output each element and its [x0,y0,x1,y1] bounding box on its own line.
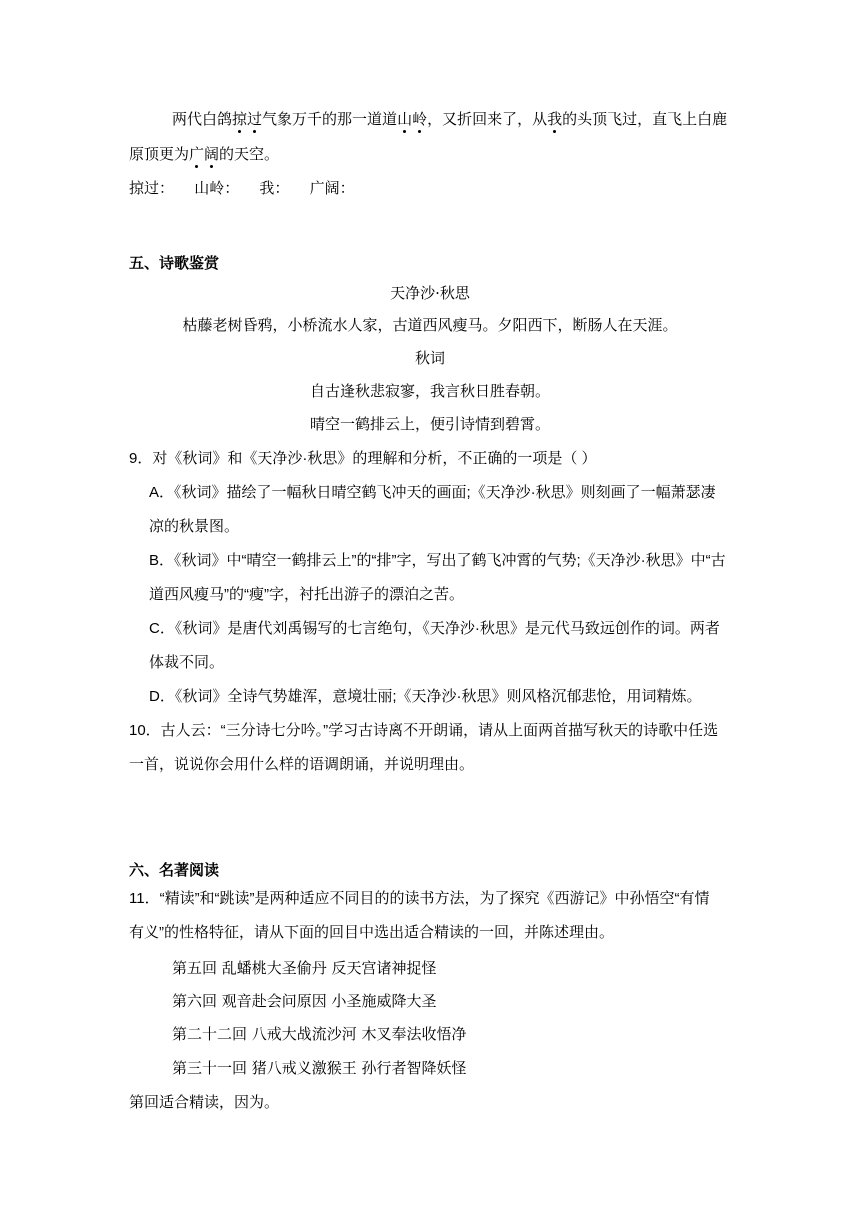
option-a-cont: 凉的秋景图。 [149,518,240,535]
prompt-guang-kuo: 广阔： [309,180,355,197]
section-heading-poetry: 五、诗歌鉴赏 [129,255,220,272]
answer-line: 第回适合精读，因为。 [129,1094,280,1111]
passage-text: 气象万千的那一道道 [262,110,398,128]
passage-text: 的天空。 [219,145,280,163]
passage-text: 原顶更为 [129,145,190,163]
emphasized-char: 广 [189,145,205,163]
option-a: A．《秋词》描绘了一幅秋日晴空鹤飞冲天的画面;《天净沙·秋思》则刻画了一幅萧瑟凄 [149,484,716,501]
emphasized-char: 山 [397,110,413,128]
option-b-cont: 道西风瘦马”的“瘦”字，衬托出游子的漂泊之苦。 [149,586,464,603]
option-c-cont: 体裁不同。 [149,654,225,671]
chapter-item: 第二十二回 八戒大战流沙河 木叉奉法收悟净 [172,1025,467,1043]
prompt-wo: 我： [259,180,290,197]
chapter-item: 第三十一回 猪八戒义激猴王 孙行者智降妖怪 [172,1059,467,1077]
poem-title-qiuci: 秋词 [414,349,445,367]
emphasized-char: 岭 [412,110,428,128]
emphasized-char: 我 [547,110,563,128]
question-11-cont: 有义”的性格特征，请从下面的回目中选出适合精读的一回，并陈述理由。 [129,924,614,941]
passage-text: 两代白鸽 [172,110,233,128]
option-c: C．《秋词》是唐代刘禹锡写的七言绝句，《天净沙·秋思》是元代马致远创作的词。两者 [149,620,720,637]
option-b: B．《秋词》中“晴空一鹤排云上”的“排”字，写出了鹤飞冲霄的气势;《天净沙·秋思》中“古 [149,552,726,569]
emphasized-char: 阔 [204,145,220,163]
emphasized-char: 过 [247,110,263,128]
poem-title-tianjingsha: 天净沙·秋思 [390,284,470,302]
passage-text: ，又折回来了，从 [427,110,548,128]
passage-line-1 [172,109,727,129]
question-9: 9．对《秋词》和《天净沙·秋思》的理解和分析，不正确的一项是（ ） [129,450,597,467]
chapter-item: 第五回 乱蟠桃大圣偷丹 反天宫诸神捉怪 [172,959,437,977]
poem-line: 自古逢秋悲寂寥，我言秋日胜春朝。 [309,382,550,400]
chapter-item: 第六回 观音赴会问原因 小圣施威降大圣 [172,992,437,1010]
option-d: D．《秋词》全诗气势雄浑，意境壮丽;《天净沙·秋思》则风格沉郁悲怆，用词精炼。 [149,688,702,705]
passage-text: 的头顶飞过，直飞上白鹿 [562,110,728,128]
passage-line-2 [129,144,279,164]
prompt-shan-ling: 山岭： [194,180,240,197]
question-10-cont: 一首，说说你会用什么样的语调朗诵，并说明理由。 [129,756,475,773]
poem-line: 晴空一鹤排云上，便引诗情到碧霄。 [309,415,550,433]
pinyin-prompts [129,179,355,199]
section-heading-classics: 六、名著阅读 [129,862,220,879]
poem-line: 枯藤老树昏鸦，小桥流水人家，古道西风瘦马。夕阳西下，断肠人在天涯。 [182,316,678,334]
prompt-lue-guo: 掠过： [129,180,175,197]
question-10: 10．古人云：“三分诗七分吟。”学习古诗离不开朗诵，请从上面两首描写秋天的诗歌中任选 [129,722,719,739]
emphasized-char: 掠 [232,110,248,128]
question-11: 11．“精读”和“跳读”是两种适应不同目的的读书方法，为了探究《西游记》中孙悟空“有情 [129,890,710,907]
